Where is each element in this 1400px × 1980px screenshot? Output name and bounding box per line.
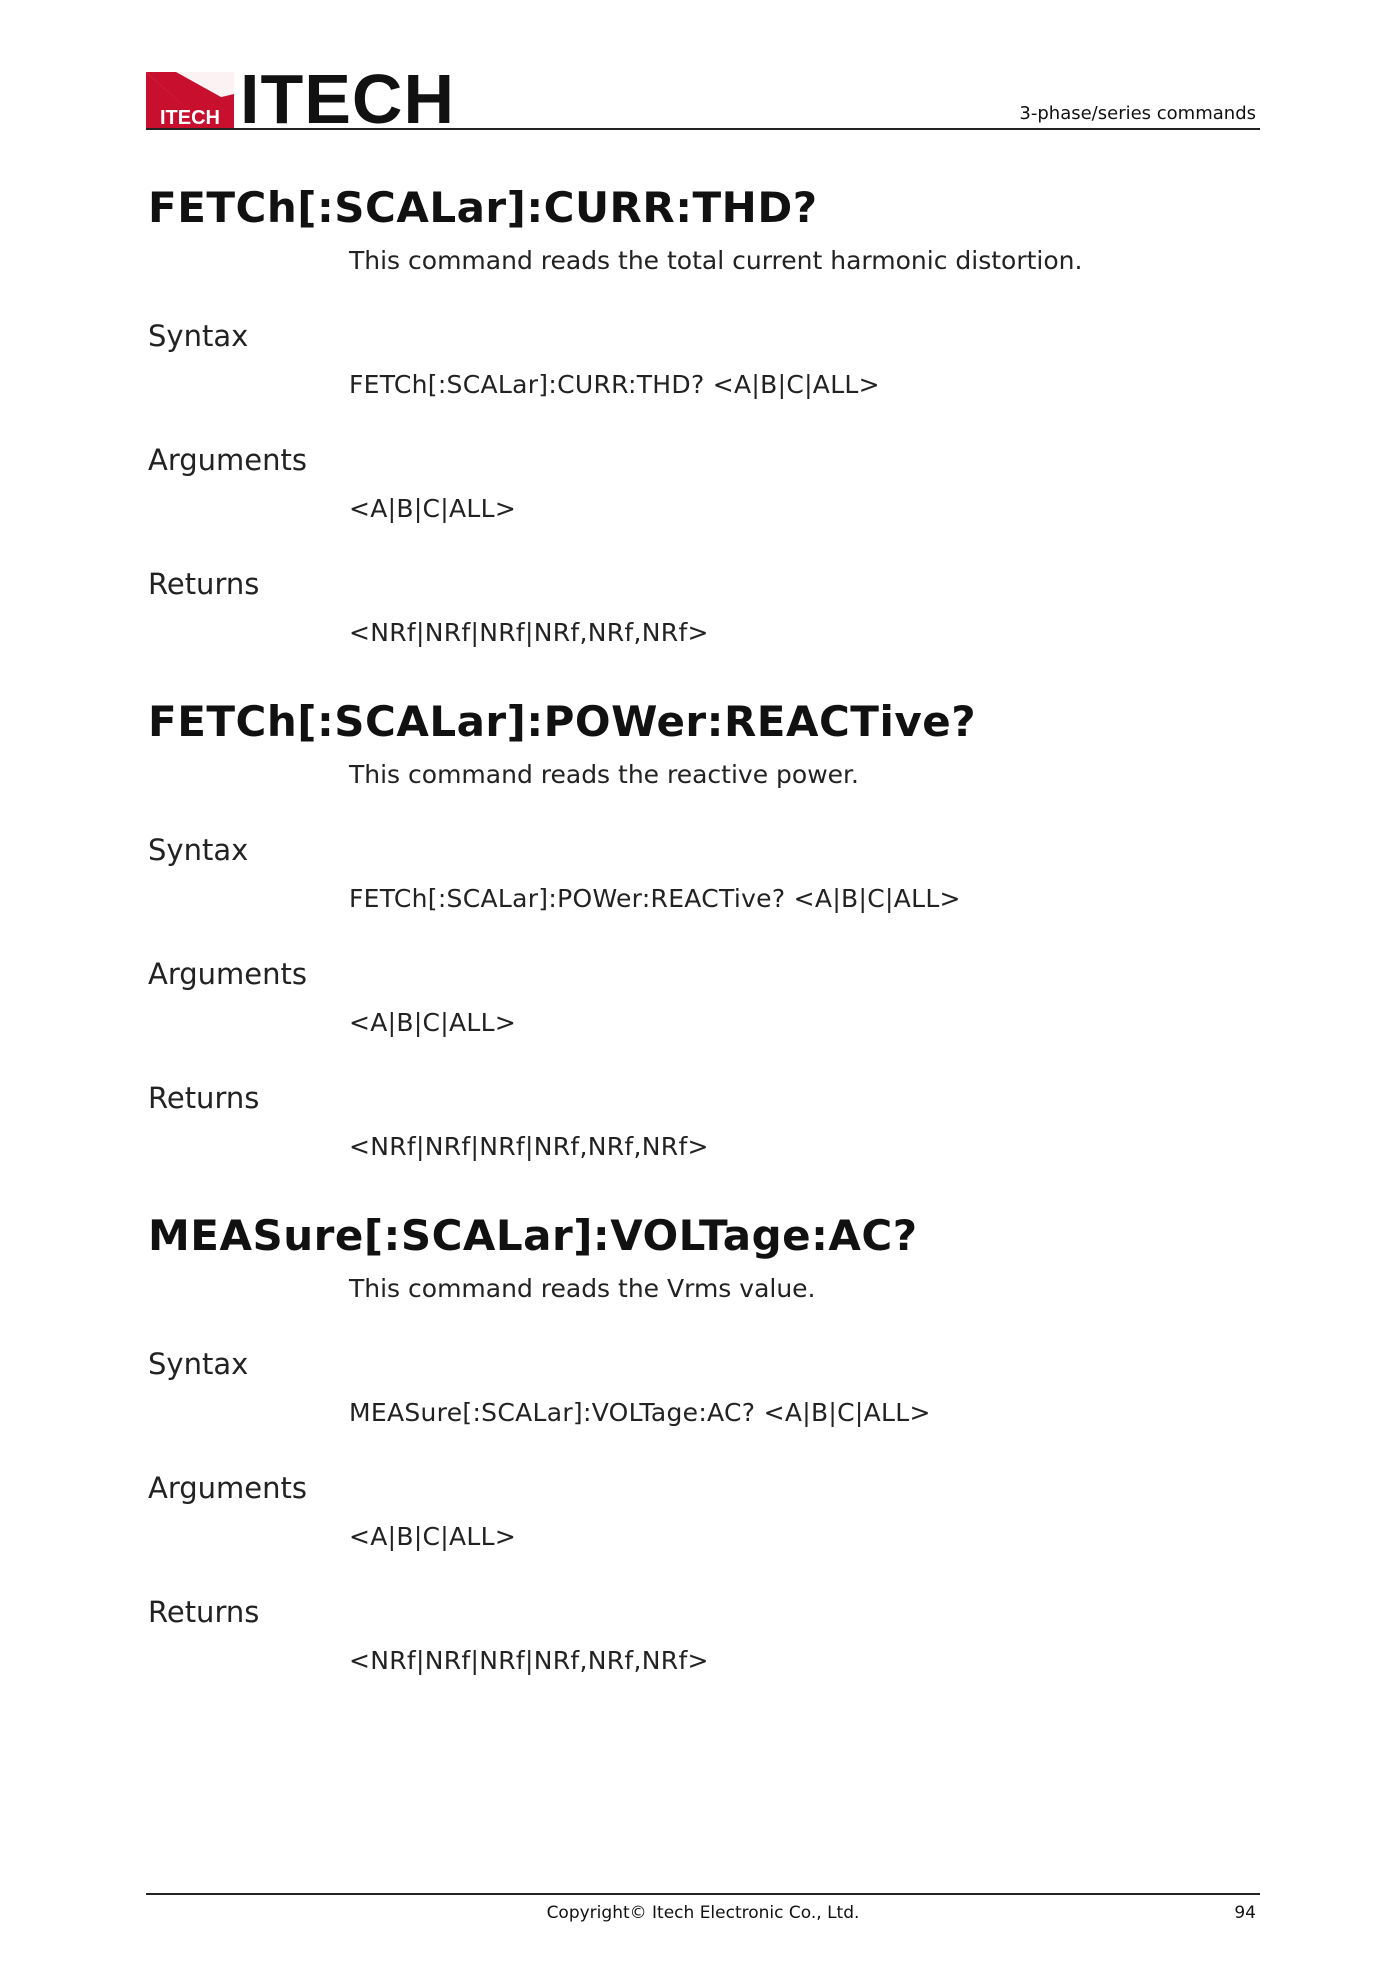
returns-value: <NRf|NRf|NRf|NRf,NRf,NRf> bbox=[349, 1132, 709, 1161]
arguments-value: <A|B|C|ALL> bbox=[349, 1522, 517, 1551]
command-block bbox=[148, 1208, 1258, 1678]
command-description: This command reads the Vrms value. bbox=[349, 1274, 816, 1303]
syntax-heading: Syntax bbox=[148, 319, 249, 353]
returns-heading: Returns bbox=[148, 567, 260, 601]
logo-wordmark: ITECH bbox=[240, 60, 455, 138]
page-number: 94 bbox=[1234, 1903, 1256, 1923]
syntax-heading: Syntax bbox=[148, 833, 249, 867]
command-description: This command reads the total current harmonic distortion. bbox=[349, 246, 1083, 275]
page-header bbox=[146, 60, 1260, 138]
logo-mark-text: ITECH bbox=[160, 107, 220, 128]
returns-heading: Returns bbox=[148, 1081, 260, 1115]
page-footer bbox=[146, 1893, 1260, 1935]
command-title: FETCh[:SCALar]:CURR:THD? bbox=[148, 183, 818, 232]
document-body bbox=[148, 180, 1258, 1722]
syntax-heading: Syntax bbox=[148, 1347, 249, 1381]
returns-value: <NRf|NRf|NRf|NRf,NRf,NRf> bbox=[349, 618, 709, 647]
section-title: 3-phase/series commands bbox=[1019, 103, 1256, 124]
arguments-value: <A|B|C|ALL> bbox=[349, 1008, 517, 1037]
itech-logo-mark-icon bbox=[146, 72, 234, 128]
arguments-heading: Arguments bbox=[148, 1471, 307, 1505]
command-title: FETCh[:SCALar]:POWer:REACTive? bbox=[148, 697, 977, 746]
arguments-value: <A|B|C|ALL> bbox=[349, 494, 517, 523]
arguments-heading: Arguments bbox=[148, 957, 307, 991]
copyright-text: Copyright© Itech Electronic Co., Ltd. bbox=[546, 1903, 860, 1923]
returns-value: <NRf|NRf|NRf|NRf,NRf,NRf> bbox=[349, 1646, 709, 1675]
itech-logo bbox=[146, 60, 455, 138]
syntax-value: FETCh[:SCALar]:POWer:REACTive? <A|B|C|ALL> bbox=[349, 884, 961, 913]
command-block bbox=[148, 180, 1258, 650]
arguments-heading: Arguments bbox=[148, 443, 307, 477]
command-block bbox=[148, 694, 1258, 1164]
command-description: This command reads the reactive power. bbox=[349, 760, 859, 789]
syntax-value: FETCh[:SCALar]:CURR:THD? <A|B|C|ALL> bbox=[349, 370, 880, 399]
command-title: MEASure[:SCALar]:VOLTage:AC? bbox=[148, 1211, 918, 1260]
syntax-value: MEASure[:SCALar]:VOLTage:AC? <A|B|C|ALL> bbox=[349, 1398, 931, 1427]
returns-heading: Returns bbox=[148, 1595, 260, 1629]
